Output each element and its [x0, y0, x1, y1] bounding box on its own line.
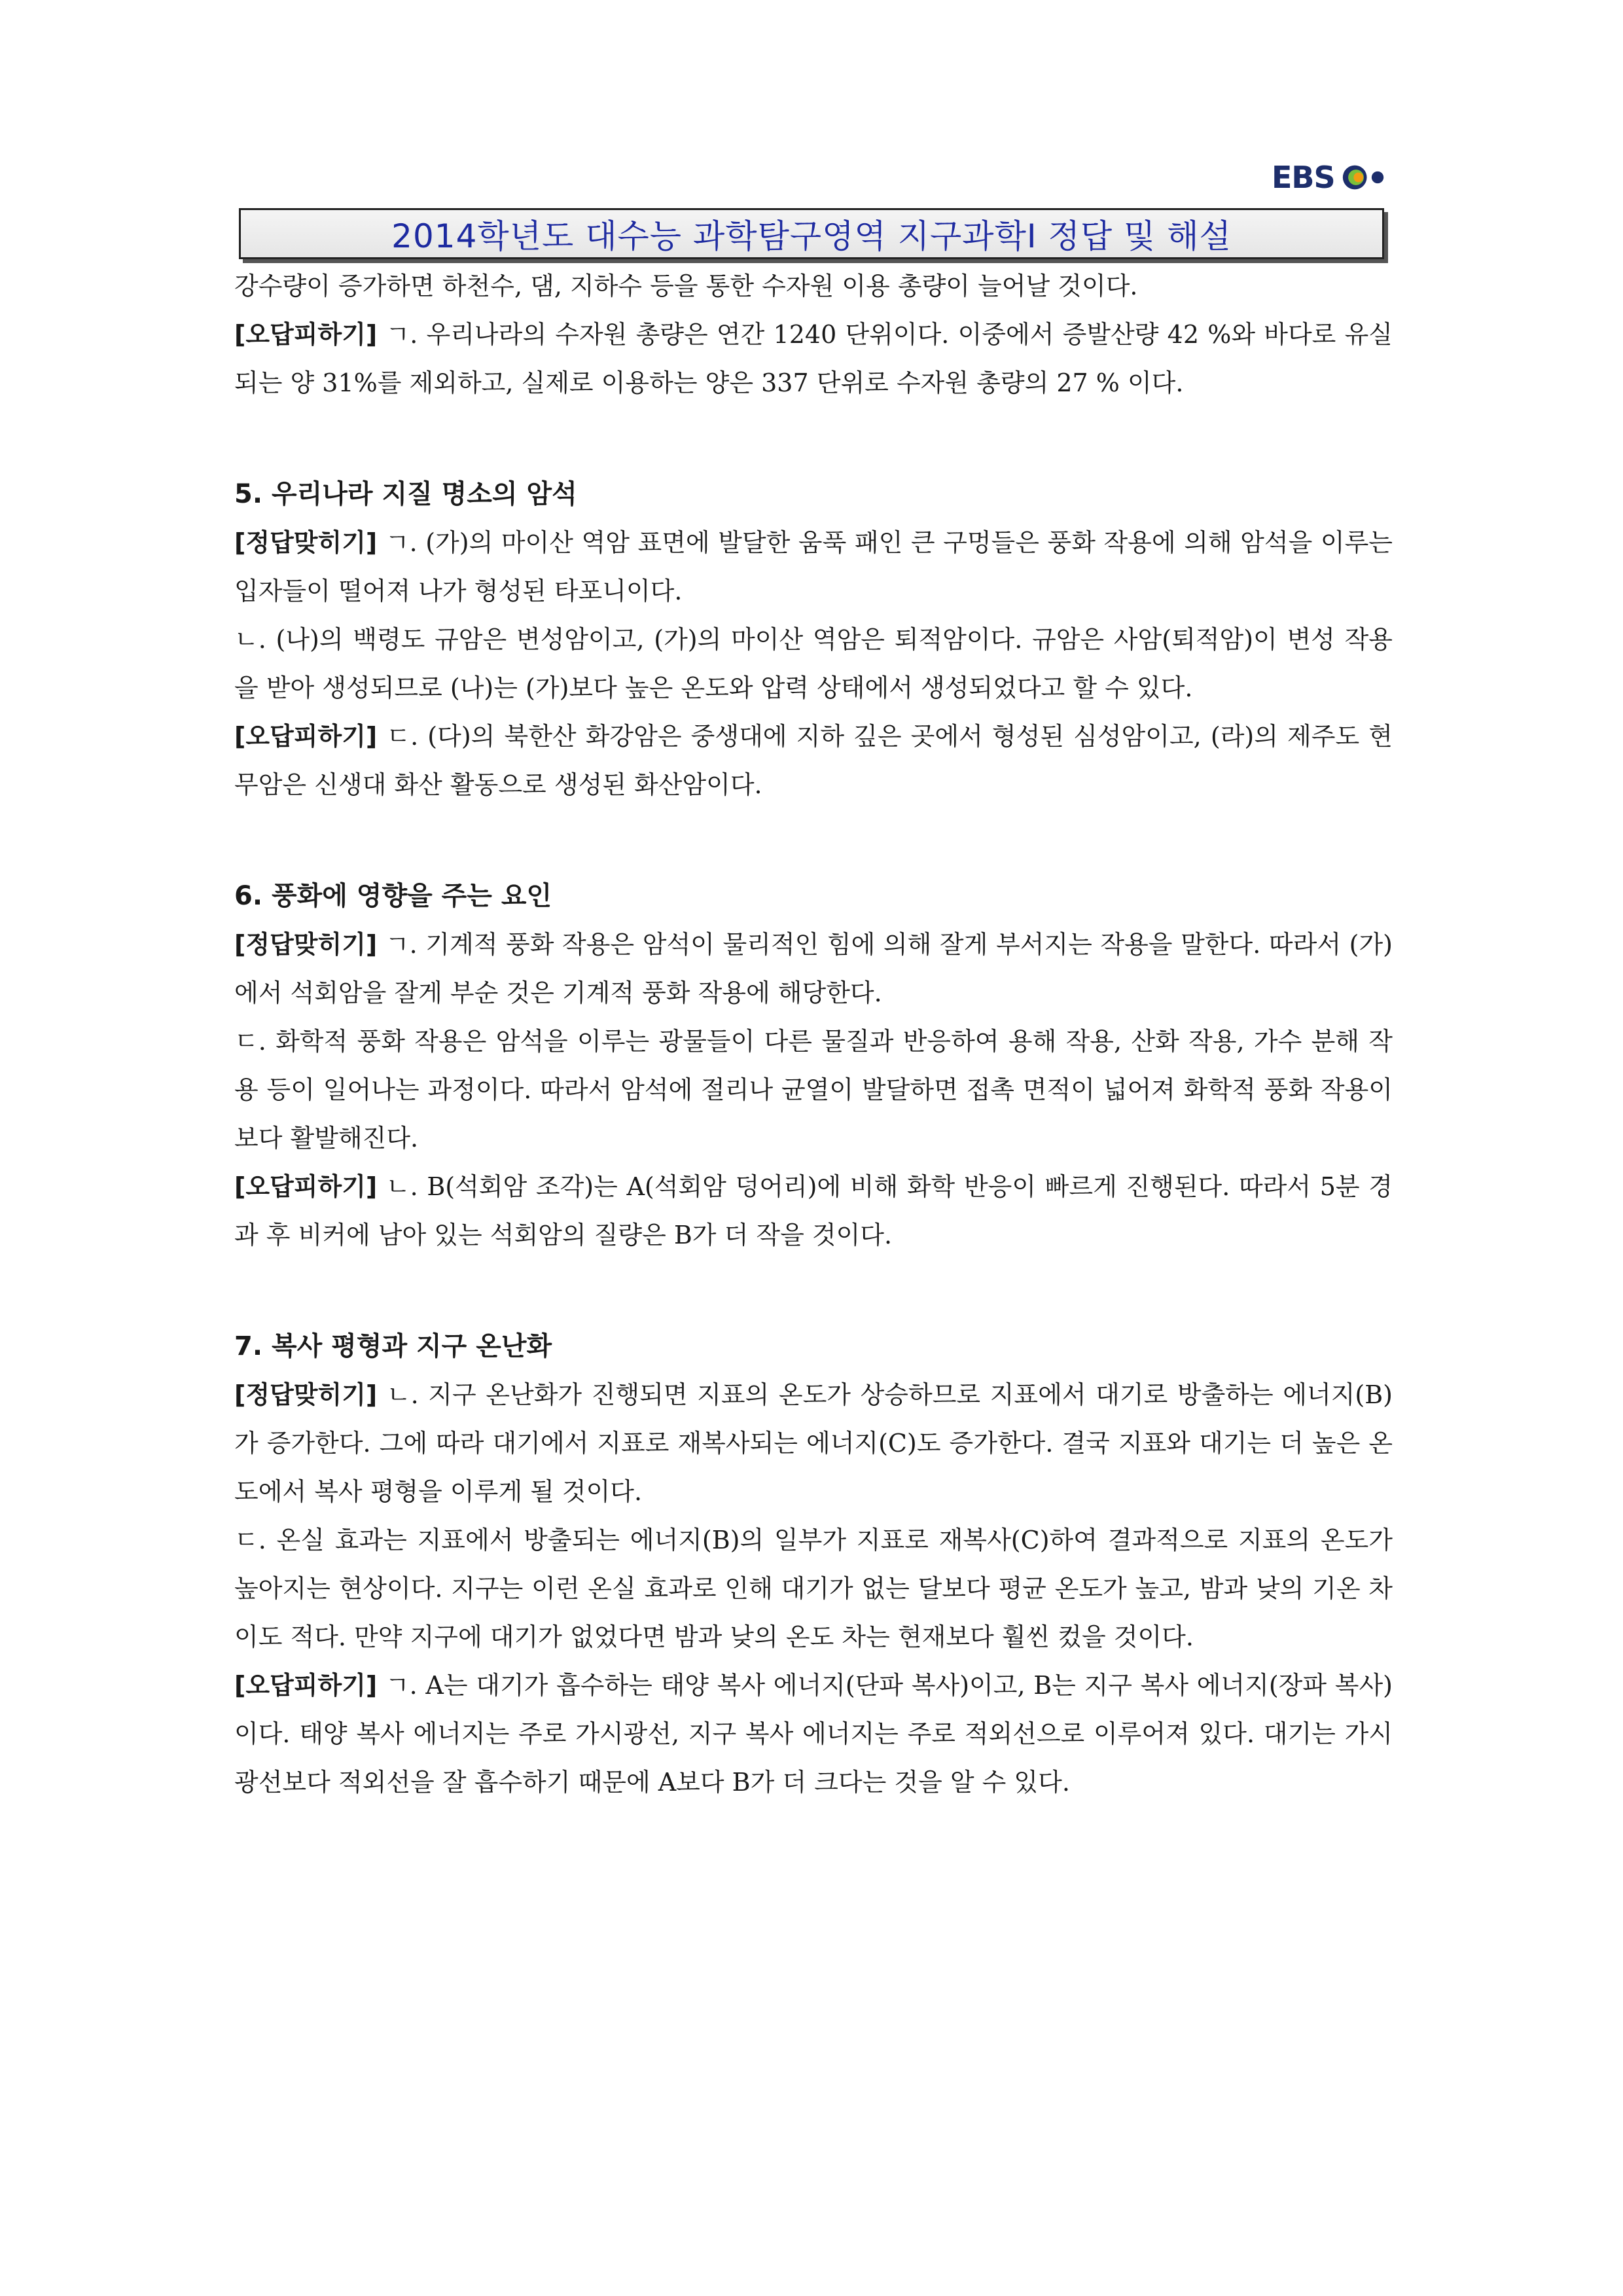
q5-correct-text: ㄱ. (가)의 마이산 역암 표면에 발달한 움푹 패인 큰 구멍들은 풍화 작용에 의해 암석을 이루는 입자들이 떨어져 나가 형성된 타포니이다.	[234, 528, 1393, 605]
ebs-circles-icon	[1342, 161, 1389, 194]
q7-wrong-text: ㄱ. A는 대기가 흡수하는 태양 복사 에너지(단파 복사)이고, B는 지구 복사 에너지(장파 복사)이다. 태양 복사 에너지는 주로 가시광선, 지구 복사 에너지는 주로 적외선으로 이루어져 있다. 대기는 가시광선보다 적외선을 잘 흡수하기 때문에 A보다 B가 더 크다는 것을 알 수 있다.	[234, 1671, 1393, 1797]
correct-answer-tag: [정답맞히기]	[234, 930, 378, 959]
intro-line: 강수량이 증가하면 하천수, 댐, 지하수 등을 통한 수자원 이용 총량이 늘어날 것이다.	[234, 272, 1138, 300]
answer-content	[234, 262, 1393, 1806]
wrong-answer-tag: [오답피하기]	[234, 1671, 378, 1700]
q5-wrong	[234, 712, 1393, 809]
q5-extra: ㄴ. (나)의 백령도 규암은 변성암이고, (가)의 마이산 역암은 퇴적암이다. 규암은 사암(퇴적암)이 변성 작용을 받아 생성되므로 (나)는 (가)보다 높은 온도와 압력 상태에서 생성되었다고 할 수 있다.	[234, 625, 1393, 702]
q6-wrong-text: ㄴ. B(석회암 조각)는 A(석회암 덩어리)에 비해 화학 반응이 빠르게 진행된다. 따라서 5분 경과 후 비커에 남아 있는 석회암의 질량은 B가 더 작을 것이다.	[234, 1172, 1393, 1249]
wrong-answer-tag: [오답피하기]	[234, 1172, 378, 1201]
q6-extra: ㄷ. 화학적 풍화 작용은 암석을 이루는 광물들이 다른 물질과 반응하여 용해 작용, 산화 작용, 가수 분해 작용 등이 일어나는 과정이다. 따라서 암석에 절리나 균열이 발달하면 접촉 면적이 넓어져 화학적 풍화 작용이 보다 활발해진다.	[234, 1027, 1393, 1153]
q5-wrong-text: ㄷ. (다)의 북한산 화강암은 중생대에 지하 깊은 곳에서 형성된 심성암이고, (라)의 제주도 현무암은 신생대 화산 활동으로 생성된 화산암이다.	[234, 722, 1393, 799]
correct-answer-tag: [정답맞히기]	[234, 528, 378, 557]
title-box	[239, 208, 1384, 259]
intro-wrong-text: ㄱ. 우리나라의 수자원 총량은 연간 1240 단위이다. 이중에서 증발산량 42 %와 바다로 유실되는 양 31%를 제외하고, 실제로 이용하는 양은 337 단위로 수자원 총량의 27 % 이다.	[234, 320, 1393, 397]
q7-correct	[234, 1371, 1393, 1516]
correct-answer-tag: [정답맞히기]	[234, 1380, 378, 1409]
question-6-heading: 6. 풍화에 영향을 주는 요인	[234, 881, 552, 911]
q7-extra: ㄷ. 온실 효과는 지표에서 방출되는 에너지(B)의 일부가 지표로 재복사(C)하여 결과적으로 지표의 온도가 높아지는 현상이다. 지구는 이런 온실 효과로 인해 대기가 없는 달보다 평균 온도가 높고, 밤과 낮의 기온 차이도 적다. 만약 지구에 대기가 없었다면 밤과 낮의 온도 차는 현재보다 훨씬 컸을 것이다.	[234, 1526, 1393, 1651]
q5-correct	[234, 518, 1393, 615]
wrong-answer-tag: [오답피하기]	[234, 320, 378, 349]
q6-correct-text: ㄱ. 기계적 풍화 작용은 암석이 물리적인 힘에 의해 잘게 부서지는 작용을 말한다. 따라서 (가)에서 석회암을 잘게 부순 것은 기계적 풍화 작용에 해당한다.	[234, 930, 1393, 1007]
ebs-logo	[1272, 154, 1389, 200]
ebs-logo-text: EBS	[1272, 160, 1335, 195]
q6-wrong	[234, 1162, 1393, 1259]
question-5-heading: 5. 우리나라 지질 명소의 암석	[234, 479, 577, 509]
q7-wrong	[234, 1661, 1393, 1806]
page-title: 2014학년도 대수능 과학탐구영역 지구과학Ⅰ 정답 및 해설	[391, 217, 1232, 255]
q7-correct-text: ㄴ. 지구 온난화가 진행되면 지표의 온도가 상승하므로 지표에서 대기로 방출하는 에너지(B)가 증가한다. 그에 따라 대기에서 지표로 재복사되는 에너지(C)도 증가한다. 결국 지표와 대기는 더 높은 온도에서 복사 평형을 이루게 될 것이다.	[234, 1380, 1393, 1506]
wrong-answer-tag: [오답피하기]	[234, 722, 378, 751]
intro-wrong	[234, 310, 1393, 407]
question-7-heading: 7. 복사 평형과 지구 온난화	[234, 1331, 552, 1361]
q6-correct	[234, 920, 1393, 1017]
